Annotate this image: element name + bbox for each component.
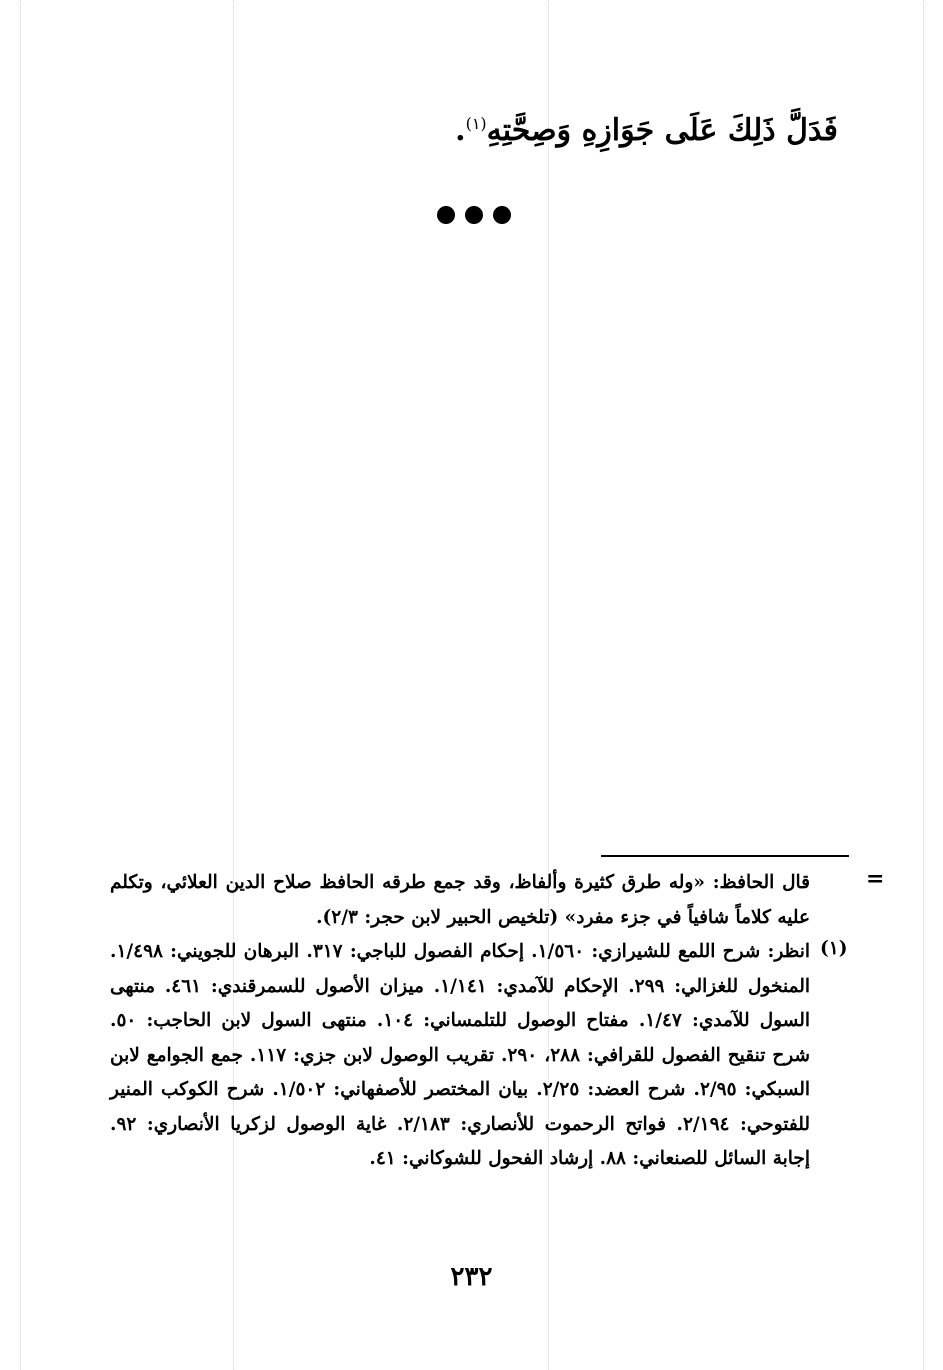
page-number: ٢٣٢ — [450, 1262, 493, 1292]
separator-dot — [465, 206, 483, 224]
scan-artifact-line — [20, 0, 21, 1370]
footnote-1-text: انظر: شرح اللمع للشيرازي: ١/٥٦٠. إحكام الفصول للباجي: ٣١٧. البرهان للجويني: ١/٤٩٨. المنخول للغزالي: ٢٩٩. الإحكام للآمدي: ١/١٤١. ميزان الأصول للسمرقندي: ٤٦١. منتهى السول للآمدي: ١/٤٧. مفتاح الوصول للتلمساني: ١٠٤. منتهى السول لابن الحاجب: ٥٠. شرح تنقيح الفصول للقرافي: ٢٨٨، ٢٩٠. تقريب الوصول لابن جزي: ١١٧. جمع الجوامع لابن السبكي: ٢/٩٥. شرح العضد: ٢/٢٥. بيان المختصر للأصفهاني: ١/٥٠٢. شرح الكوكب المنير للفتوحي: ٢/١٩٤. فواتح الرحموت للأنصاري: ٢/١٨٣. غاية الوصول لزكريا الأنصاري: ٩٢. إجابة السائل للصنعاني: ٨٨. إرشاد الفحول للشوكاني: ٤١. — [110, 941, 811, 1169]
footnote-reference: (١) — [465, 114, 487, 133]
footnote-divider — [601, 855, 849, 857]
footnote-continuation-mark: = — [866, 866, 885, 892]
footnote-number: (١) — [820, 938, 848, 959]
footnote-continued-text: قال الحافظ: «وله طرق كثيرة وألفاظ، وقد جمع طرقه الحافظ صلاح الدين العلائي، وتكلم عليه كلاماً شافياً في جزء مفرد» (تلخيص الحبير لابن حجر: ٢/٣). — [110, 872, 810, 928]
footnotes-block — [110, 866, 810, 1177]
section-separator — [437, 206, 511, 224]
main-text: فَدَلَّ ذَلِكَ عَلَى جَوَازِهِ وَصِحَّتِهِ — [486, 113, 838, 148]
scan-artifact-line — [923, 0, 924, 1370]
main-text-line — [455, 100, 838, 155]
separator-dot — [437, 206, 455, 224]
separator-dot — [493, 206, 511, 224]
main-text-period: . — [455, 113, 466, 148]
